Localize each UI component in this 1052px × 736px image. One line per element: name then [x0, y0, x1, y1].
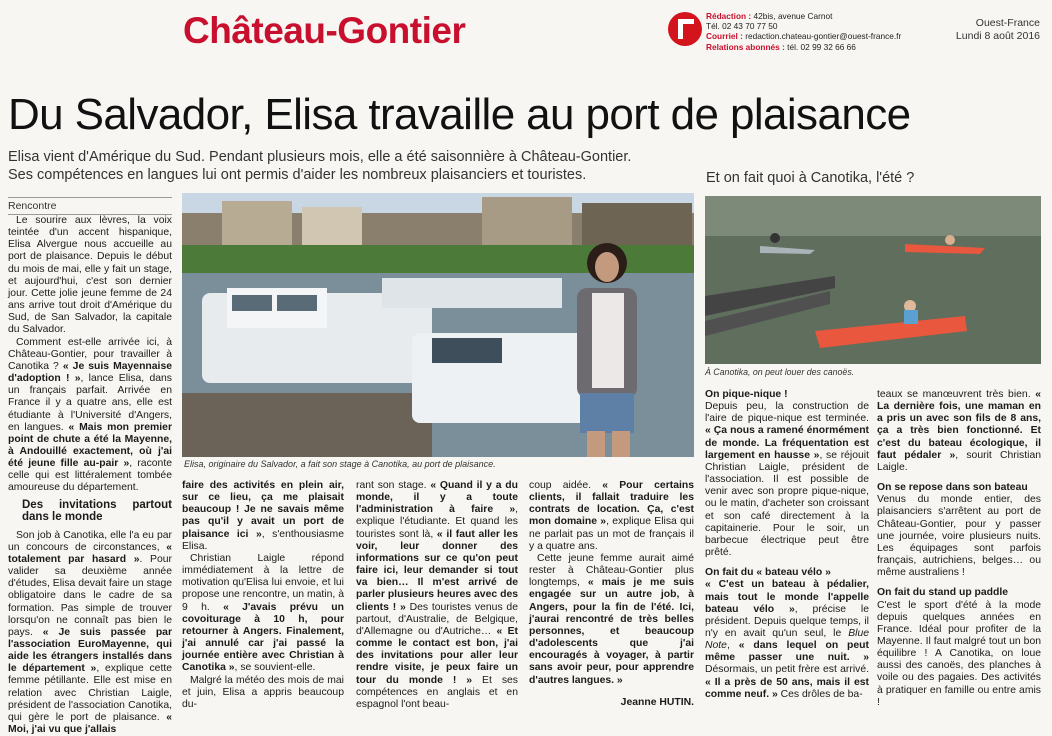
- harbor-photo: [182, 193, 694, 457]
- text-run: , sourit Christian Laigle.: [877, 449, 1041, 473]
- text-run: , se réjouit Christian Laigle, président de l'association. Il est possible de venir avec son propre pique-nique, ou le matin, d'acheter son croissant et son café directement à la capitainerie. Pour le soir, un barbecue électrique peut être prêté.: [705, 449, 869, 559]
- quote: « Je suis Mayennaise d'adoption ! »: [8, 360, 172, 385]
- text-run: Ces drôles de ba-: [777, 688, 863, 700]
- publication-date: Lundi 8 août 2016: [955, 30, 1040, 42]
- sidebar-subheading: On fait du « bateau vélo »: [705, 567, 831, 579]
- paragraph: [529, 480, 694, 553]
- text-run: , s'enthousiasme Elisa.: [182, 528, 344, 552]
- quote: « J'avais prévu un covoiturage à 10 h, pour retourner à Angers. Finalement, j'ai annulé car j'ai passé la journée entière avec Christian à Canotika »: [182, 601, 344, 674]
- text-run: Christian Laigle répond immédiatement à la lettre de motivation qu'Elisa lui envoie, et lui propose une rencontre, un matin, à 9 h.: [182, 552, 344, 613]
- headline: Du Salvador, Elisa travaille au port de plaisance: [8, 90, 911, 139]
- contact-label: Courriel :: [706, 31, 743, 42]
- text-run: , explique cette femme pétillante. Elle est mise en relation avec Christian Laigle, président de l'association Canotika, qui gère le port de plaisance.: [8, 663, 172, 723]
- town-title: Château-Gontier: [183, 10, 466, 51]
- canoe-photo-image: [705, 196, 1041, 364]
- paragraph: [182, 480, 344, 553]
- lead-line: Ses compétences en langues lui ont permis d'aider les nombreux plaisanciers et touristes.: [8, 167, 587, 183]
- author-signature: Jeanne HUTIN.: [620, 696, 694, 708]
- sidebar-subheading: On pique-nique !: [705, 389, 788, 400]
- paragraph: [529, 553, 694, 687]
- paragraph: Malgré la météo des mois de mai et juin, Elisa a appris beaucoup du-: [182, 674, 344, 710]
- paragraph: C'est le sport d'été à la mode depuis quelques années en France. Idéal pour profiter de la Mayenne. Il faut malgré tout un bon équilibre ! A Canotika, on loue aussi des canoës, des planches à voile ou des pagaies. Des activités à pratiquer en famille ou entre amis !: [877, 599, 1041, 708]
- quote: « C'est un bateau à pédalier, mais tout le monde l'appelle bateau vélo »: [705, 579, 869, 615]
- sidebar-subheading: On se repose dans son bateau: [877, 482, 1028, 494]
- text-run: teaux se manœuvrent très bien.: [877, 389, 1036, 400]
- sidebar-title: Et on fait quoi à Canotika, l'été ?: [706, 170, 915, 186]
- text-run: Son job à Canotika, elle l'a eu par un concours de circonstances,: [8, 529, 172, 553]
- canoe-photo: [705, 196, 1041, 364]
- paragraph: [356, 480, 518, 711]
- text-run: Et ses compétences en anglais et en espagnol l'ont beau-: [356, 674, 518, 710]
- sidebar-column-2: [877, 389, 1041, 709]
- quote: « Pour certains clients, il fallait traduire les contrats de location. Ça, c'est mon domaine »: [529, 480, 694, 528]
- article-column-1: [8, 215, 172, 736]
- quote: « dans lequel on peut même passer une nuit. »: [705, 640, 869, 664]
- masthead-info: [956, 17, 1040, 43]
- paragraph: [877, 389, 1041, 474]
- text-run: , lance Elisa, dans un français parfait. Arrivée en France il y a quatre ans, elle est étudiante à l'Université d'Angers, en langues.: [8, 373, 172, 433]
- paragraph: [705, 401, 869, 559]
- quote: « La dernière fois, une maman en a pris un avec son fils de 8 ans, ça a très bien fonctionné. Et c'est du bateau écologique, il faut pédaler »: [877, 389, 1041, 461]
- quote: « Moi, j'ai vu que j'allais: [8, 711, 172, 736]
- lead-paragraph: [8, 148, 698, 184]
- sidebar-subheading: On fait du stand up paddle: [877, 587, 1009, 599]
- ouest-france-logo-icon: [668, 12, 702, 46]
- sidebar-column-1: [705, 389, 869, 701]
- paragraph: [8, 337, 172, 495]
- article-column-4: [529, 480, 694, 709]
- quote: « mais je me suis engagée sur un autre job, à Angers, pour la fin de l'été. Ici, j'aurai rencontré de très belles personnes, et beaucoup d'adolescents que j'ai encouragés à voyager, à partir sans avoir peur, pour apprendre d'autres langues. »: [529, 577, 694, 686]
- contact-text: Tél. 02 43 70 77 50: [706, 21, 778, 32]
- text-run: , raconte celle qui est littéralement tombée amoureuse du département.: [8, 458, 172, 494]
- text-run: . Pour valider sa deuxième année d'études, Elisa devait faire un stage obligatoire dans le cadre de sa formation. Pas simple de trouver lorsqu'on ne connaît pas bien le pays.: [8, 553, 172, 638]
- text-run: Comment est-elle arrivée ici, à Château-Gontier, pour travailler à Canotika ?: [8, 336, 172, 372]
- quote: « Je suis passée par l'association EuroMayenne, qui aide les étrangers installés dans le département »: [8, 626, 172, 675]
- contact-text: tél. 02 99 32 66 66: [787, 41, 856, 52]
- quote: « Ça nous a ramené énormément de monde. La fréquentation est largement en hausse »: [705, 425, 869, 461]
- quote: faire des activités en plein air, sur ce lieu, ça me plaisait beaucoup ! Je ne savais même pas qu'il y avait un port de plaisance ici »: [182, 480, 344, 540]
- text-run: ,: [726, 640, 739, 652]
- rubric-label: Rencontre: [8, 197, 172, 215]
- contact-label: Relations abonnés :: [706, 41, 785, 52]
- text-run: , explique l'étudiante. Et quand les touristes sont là,: [356, 504, 518, 540]
- article-column-2: [182, 480, 344, 711]
- article-column-3: [356, 480, 518, 711]
- text-run: Cette jeune femme aurait aimé rester à Château-Gontier plus longtemps,: [529, 552, 694, 589]
- paragraph: [8, 530, 172, 736]
- text-run: Depuis peu, la construction de l'aire de pique-nique est terminée.: [705, 401, 869, 425]
- text-run: , explique Elisa qui ne parlait pas un mot de français il y a quatre ans.: [529, 516, 694, 552]
- quote: « Et comme le contact est bon, j'ai des invitations pour aller leur rendre visite, je peux faire un tour du monde ! »: [356, 625, 518, 686]
- text-run: Des touristes venus de partout, d'Australie, de Belgique, d'Allemagne ou d'Autriche…: [356, 601, 518, 637]
- paragraph: Le sourire aux lèvres, la voix teintée d'un accent hispanique, Elisa Alvergue nous accueille au port de plaisance. Depuis le début du mois de mai, elle y fait un stage, et aujourd'hui, c'est son dernier jour. Cette jolie jeune femme de 24 ans arrive tout droit d'Amérique du Sud, de San Salvador, la capitale du Salvador.: [8, 215, 172, 336]
- quote: « Mais mon premier point de chute a été la Mayenne, à Andouillé exactement, où j'ai été jeune fille au-pair »: [8, 421, 172, 470]
- harbor-photo-image: [182, 193, 694, 457]
- contact-text: redaction.chateau-gontier@ouest-france.fr: [745, 31, 902, 42]
- quote: « il faut aller les voir, leur donner des informations sur ce qu'on peut faire ici, leur demander si tout va bien… Il m'est arrivé de parler plusieurs heures avec des clients ! »: [356, 528, 519, 613]
- text-run: , se souvient-elle.: [234, 662, 316, 674]
- subheading: Des invitations partout dans le monde: [22, 498, 172, 524]
- paragraph: [182, 553, 344, 675]
- text-run: rant son stage.: [356, 480, 431, 491]
- quote: « Quand il y a du monde, il y a toute l'administration à faire »: [356, 480, 519, 516]
- paragraph: Venus du monde entier, des plaisanciers s'arrêtent au port de Château-Gontier, pour y passer une journée, voire plusieurs nuits. Les équipages sont parfois français, autrichiens, belges… ou même australiens !: [877, 494, 1041, 579]
- quote: « Il a près de 50 ans, mais il est comme neuf. »: [705, 676, 869, 700]
- text-run: Désormais, un petit frère est arrivé.: [705, 664, 869, 676]
- contact-label: Rédaction :: [706, 11, 752, 21]
- text-run: coup aidée.: [529, 480, 603, 491]
- photo-caption: Elisa, originaire du Salvador, a fait son stage à Canotika, au port de plaisance.: [184, 459, 496, 469]
- text-run: , précise le président. Depuis quelque temps, il n'y en avait qu'un seul, le: [705, 603, 869, 639]
- canoe-caption: À Canotika, on peut louer des canoës.: [705, 367, 855, 377]
- lead-line: Elisa vient d'Amérique du Sud. Pendant plusieurs mois, elle a été saisonnière à Château-Gontier.: [8, 149, 632, 165]
- contact-block: [706, 11, 901, 52]
- quote: « totalement par hasard »: [8, 541, 172, 565]
- newspaper-name: Ouest-France: [975, 17, 1040, 29]
- boat-name: Blue Note: [705, 627, 869, 652]
- contact-text: 42bis, avenue Carnot: [753, 11, 833, 21]
